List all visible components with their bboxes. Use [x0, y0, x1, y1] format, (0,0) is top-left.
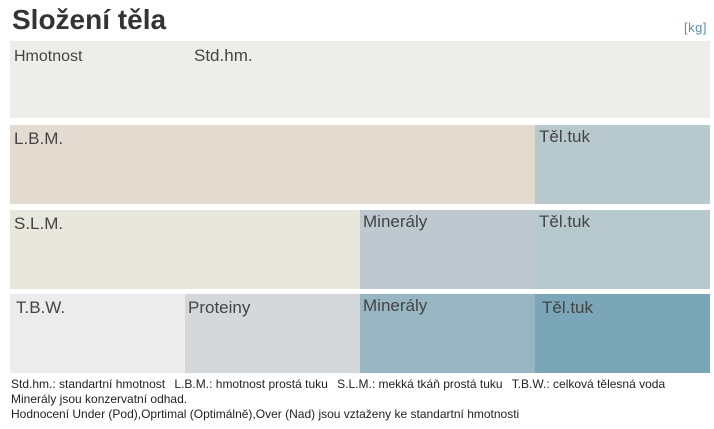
page-title: Složení těla [12, 4, 167, 35]
fat-label-tbw-row: Těl.tuk [542, 298, 594, 317]
row-tbw [10, 294, 710, 373]
unit-label: [kg] [684, 20, 707, 35]
lbm-label: L.B.M. [14, 129, 64, 148]
fat-label-slm-row: Těl.tuk [539, 212, 591, 231]
minerals-label-slm-row: Minerály [363, 212, 428, 231]
legend-lbm: L.B.M.: hmotnost prostá tuku [174, 377, 328, 391]
legend-evaluation-note: Hodnocení Under (Pod),Oprtimal (Optimálně),Over (Nad) jsou vztaženy ke standartní hmotnosti [11, 407, 520, 421]
tbw-label: T.B.W. [16, 298, 66, 317]
weight-label: Hmotnost [14, 48, 83, 65]
legend-tbw: T.B.W.: celková tělesná voda [511, 377, 666, 391]
legend-minerals-note: Minerály jsou konzervatní odhad. [11, 392, 188, 406]
fat-cell-tbw-row [535, 294, 710, 373]
minerals-label-tbw-row: Minerály [363, 296, 428, 315]
std-weight-label: Std.hm. [194, 46, 253, 65]
protein-label: Proteiny [188, 298, 251, 317]
row-weight [10, 41, 710, 118]
slm-cell [10, 210, 360, 289]
legend-std-weight: Std.hm.: standartní hmotnost [11, 377, 166, 391]
minerals-cell-tbw-row [360, 294, 535, 373]
row-slm [10, 210, 710, 289]
weight-cell [10, 41, 710, 118]
fat-label-lbm-row: Těl.tuk [539, 127, 591, 146]
protein-cell [185, 294, 360, 373]
lbm-cell [10, 125, 535, 204]
minerals-cell-slm-row [360, 210, 535, 289]
legend-items [11, 377, 711, 392]
row-lbm [10, 125, 710, 204]
legend [11, 377, 711, 422]
legend-slm: S.L.M.: mekká tkáň prostá tuku [337, 377, 503, 391]
slm-label: S.L.M. [14, 214, 64, 233]
fat-cell-slm-row [535, 210, 710, 289]
tbw-cell [10, 294, 185, 373]
fat-cell-lbm-row [535, 125, 710, 204]
